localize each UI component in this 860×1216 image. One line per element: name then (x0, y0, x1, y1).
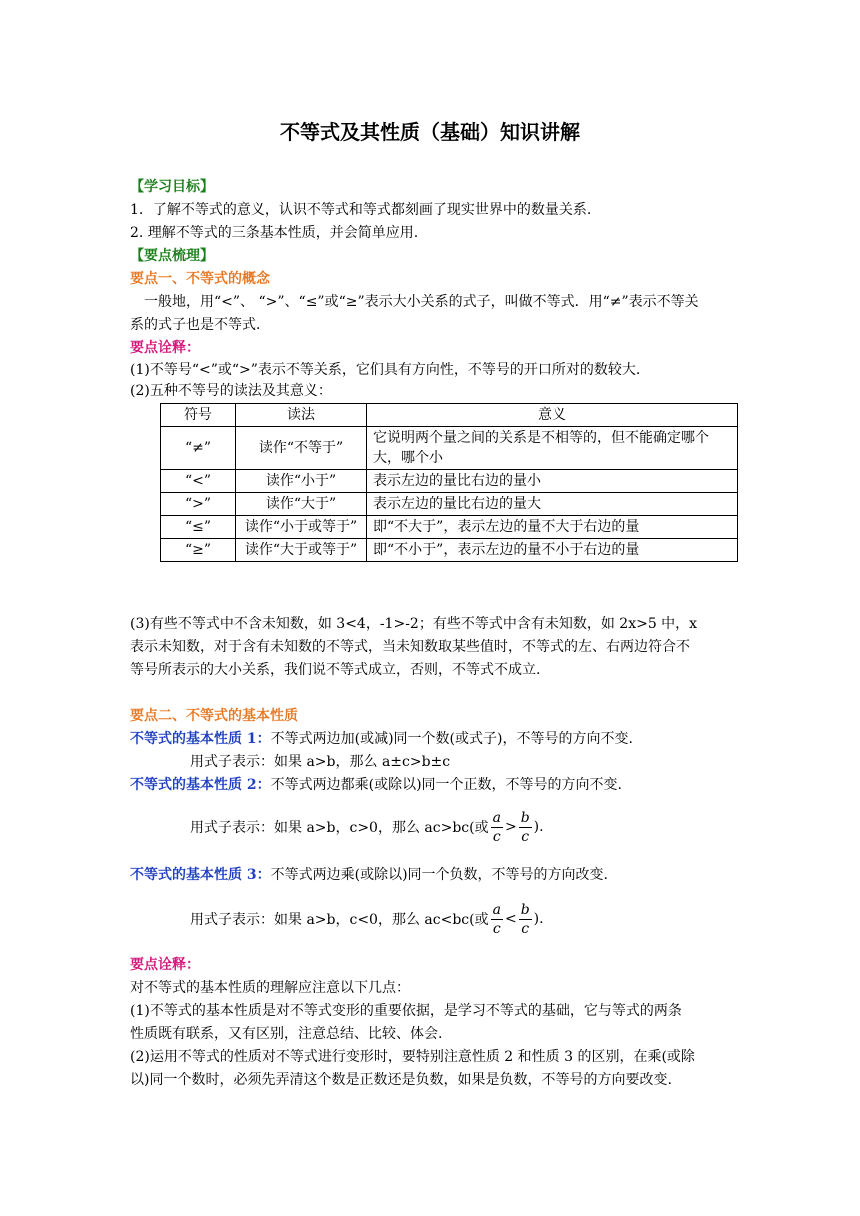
fraction-b-over-c (519, 809, 532, 846)
table-row (161, 493, 738, 516)
table-row (161, 470, 738, 493)
property-2-text: 不等式两边都乘(或除以)同一个正数，不等号的方向不变. (270, 777, 622, 793)
formula-prefix: 用式子表示：如果 a>b，c>0，那么 ac>bc(或 (190, 820, 489, 836)
note-3-line2: 表示未知数，对于含有未知数的不等式，当未知数取某些值时，不等式的左、右两边符合不 (130, 639, 690, 655)
note2-2-line2: 以)同一个数时，必须先弄清这个数是正数还是负数，如果是负数，不等号的方向要改变. (130, 1072, 672, 1088)
property-1-label: 不等式的基本性质 1： (130, 731, 271, 747)
point1-line2: 系的式子也是不等式． (130, 317, 270, 333)
table-cell: 读作“不等于” (236, 427, 367, 470)
property-3 (130, 865, 608, 885)
goal-1: 1．了解不等式的意义，认识不等式和等式都刻画了现实世界中的数量关系. (130, 202, 592, 218)
table-cell: 即“不大于”，表示左边的量不大于右边的量 (367, 516, 738, 539)
note2-intro: 对不等式的基本性质的理解应注意以下几点： (130, 980, 410, 996)
note-2: (2)五种不等号的读法及其意义： (130, 383, 332, 399)
property-1-formula: 用式子表示：如果 a>b，那么 a±c>b±c (190, 754, 451, 770)
property-3-text: 不等式两边乘(或除以)同一个负数，不等号的方向改变. (270, 867, 608, 883)
property-2-label: 不等式的基本性质 2： (130, 777, 271, 793)
table-row (161, 427, 738, 470)
table-cell: 它说明两个量之间的关系是不相等的，但不能确定哪个大，哪个小 (367, 427, 738, 470)
fraction-numerator: b (520, 901, 530, 918)
table-cell: 表示左边的量比右边的量小 (367, 470, 738, 493)
table-row (161, 516, 738, 539)
fraction-a-over-c (491, 809, 503, 846)
fraction-b-over-c (519, 901, 532, 938)
fraction-denominator: c (521, 828, 530, 845)
formula-suffix: ). (533, 911, 544, 927)
note-3-line1: (3)有些不等式中不含未知数，如 3<4，-1>-2；有些不等式中含有未知数，如 2x>5 中，x (130, 616, 698, 632)
property-1 (130, 729, 633, 749)
note2-heading: 要点诠释： (130, 957, 200, 973)
table-cell: 读作“大于” (236, 493, 367, 516)
table-cell: 读作“大于或等于” (236, 539, 367, 562)
table-header: 意义 (367, 404, 738, 427)
note-3-line3: 等号所表示的大小关系，我们说不等式成立，否则，不等式不成立. (130, 662, 541, 678)
table-row (161, 539, 738, 562)
point2-heading: 要点二、不等式的基本性质 (130, 708, 298, 724)
symbols-table (160, 403, 738, 562)
property-3-formula (190, 900, 544, 938)
table-header-row (161, 404, 738, 427)
table-cell: “≤” (161, 516, 236, 539)
fraction-denominator: c (492, 828, 501, 845)
table-cell: 表示左边的量比右边的量大 (367, 493, 738, 516)
property-1-text: 不等式两边加(或减)同一个数(或式子)，不等号的方向不变. (270, 731, 633, 747)
points-heading: 【要点梳理】 (130, 248, 214, 264)
table-cell: 读作“小于” (236, 470, 367, 493)
fraction-denominator: c (492, 920, 501, 937)
property-3-label: 不等式的基本性质 3： (130, 867, 271, 883)
fraction-denominator: c (521, 920, 530, 937)
goal-2: 2. 理解不等式的三条基本性质，并会简单应用. (130, 225, 419, 241)
table-cell: 即“不小于”，表示左边的量不小于右边的量 (367, 539, 738, 562)
page-title: 不等式及其性质（基础）知识讲解 (280, 120, 580, 144)
table-header: 符号 (161, 404, 236, 427)
note2-2-line1: (2)运用不等式的性质对不等式进行变形时，要特别注意性质 2 和性质 3 的区别，在乘(或除 (130, 1049, 695, 1065)
fraction-numerator: a (492, 809, 501, 826)
point1-line1: 一般地，用“<”、 “>”、“≤”或“≥”表示大小关系的式子，叫做不等式．用“≠”表示不等关 (144, 294, 699, 310)
point1-heading: 要点一、不等式的概念 (130, 271, 270, 287)
table-cell: “≥” (161, 539, 236, 562)
fraction-numerator: b (520, 809, 530, 826)
formula-operator: > (504, 819, 517, 835)
table-cell: “>” (161, 493, 236, 516)
formula-operator: < (504, 911, 517, 927)
property-2-formula (190, 808, 544, 846)
note2-1-line2: 性质既有联系，又有区别，注意总结、比较、体会. (130, 1026, 443, 1042)
table-cell: 读作“小于或等于” (236, 516, 367, 539)
property-2 (130, 775, 622, 795)
note-heading: 要点诠释： (130, 340, 200, 356)
formula-prefix: 用式子表示：如果 a>b，c<0，那么 ac<bc(或 (190, 912, 489, 928)
formula-suffix: ). (533, 819, 544, 835)
fraction-a-over-c (491, 901, 503, 938)
fraction-numerator: a (492, 901, 501, 918)
note-1: (1)不等号“<”或“>”表示不等关系，它们具有方向性，不等号的开口所对的数较大. (130, 362, 641, 378)
table-header: 读法 (236, 404, 367, 427)
note2-1-line1: (1)不等式的基本性质是对不等式变形的重要依据，是学习不等式的基础，它与等式的两条 (130, 1003, 682, 1019)
table-cell: “<” (161, 470, 236, 493)
goals-heading: 【学习目标】 (130, 179, 214, 195)
table-cell: “≠” (161, 427, 236, 470)
